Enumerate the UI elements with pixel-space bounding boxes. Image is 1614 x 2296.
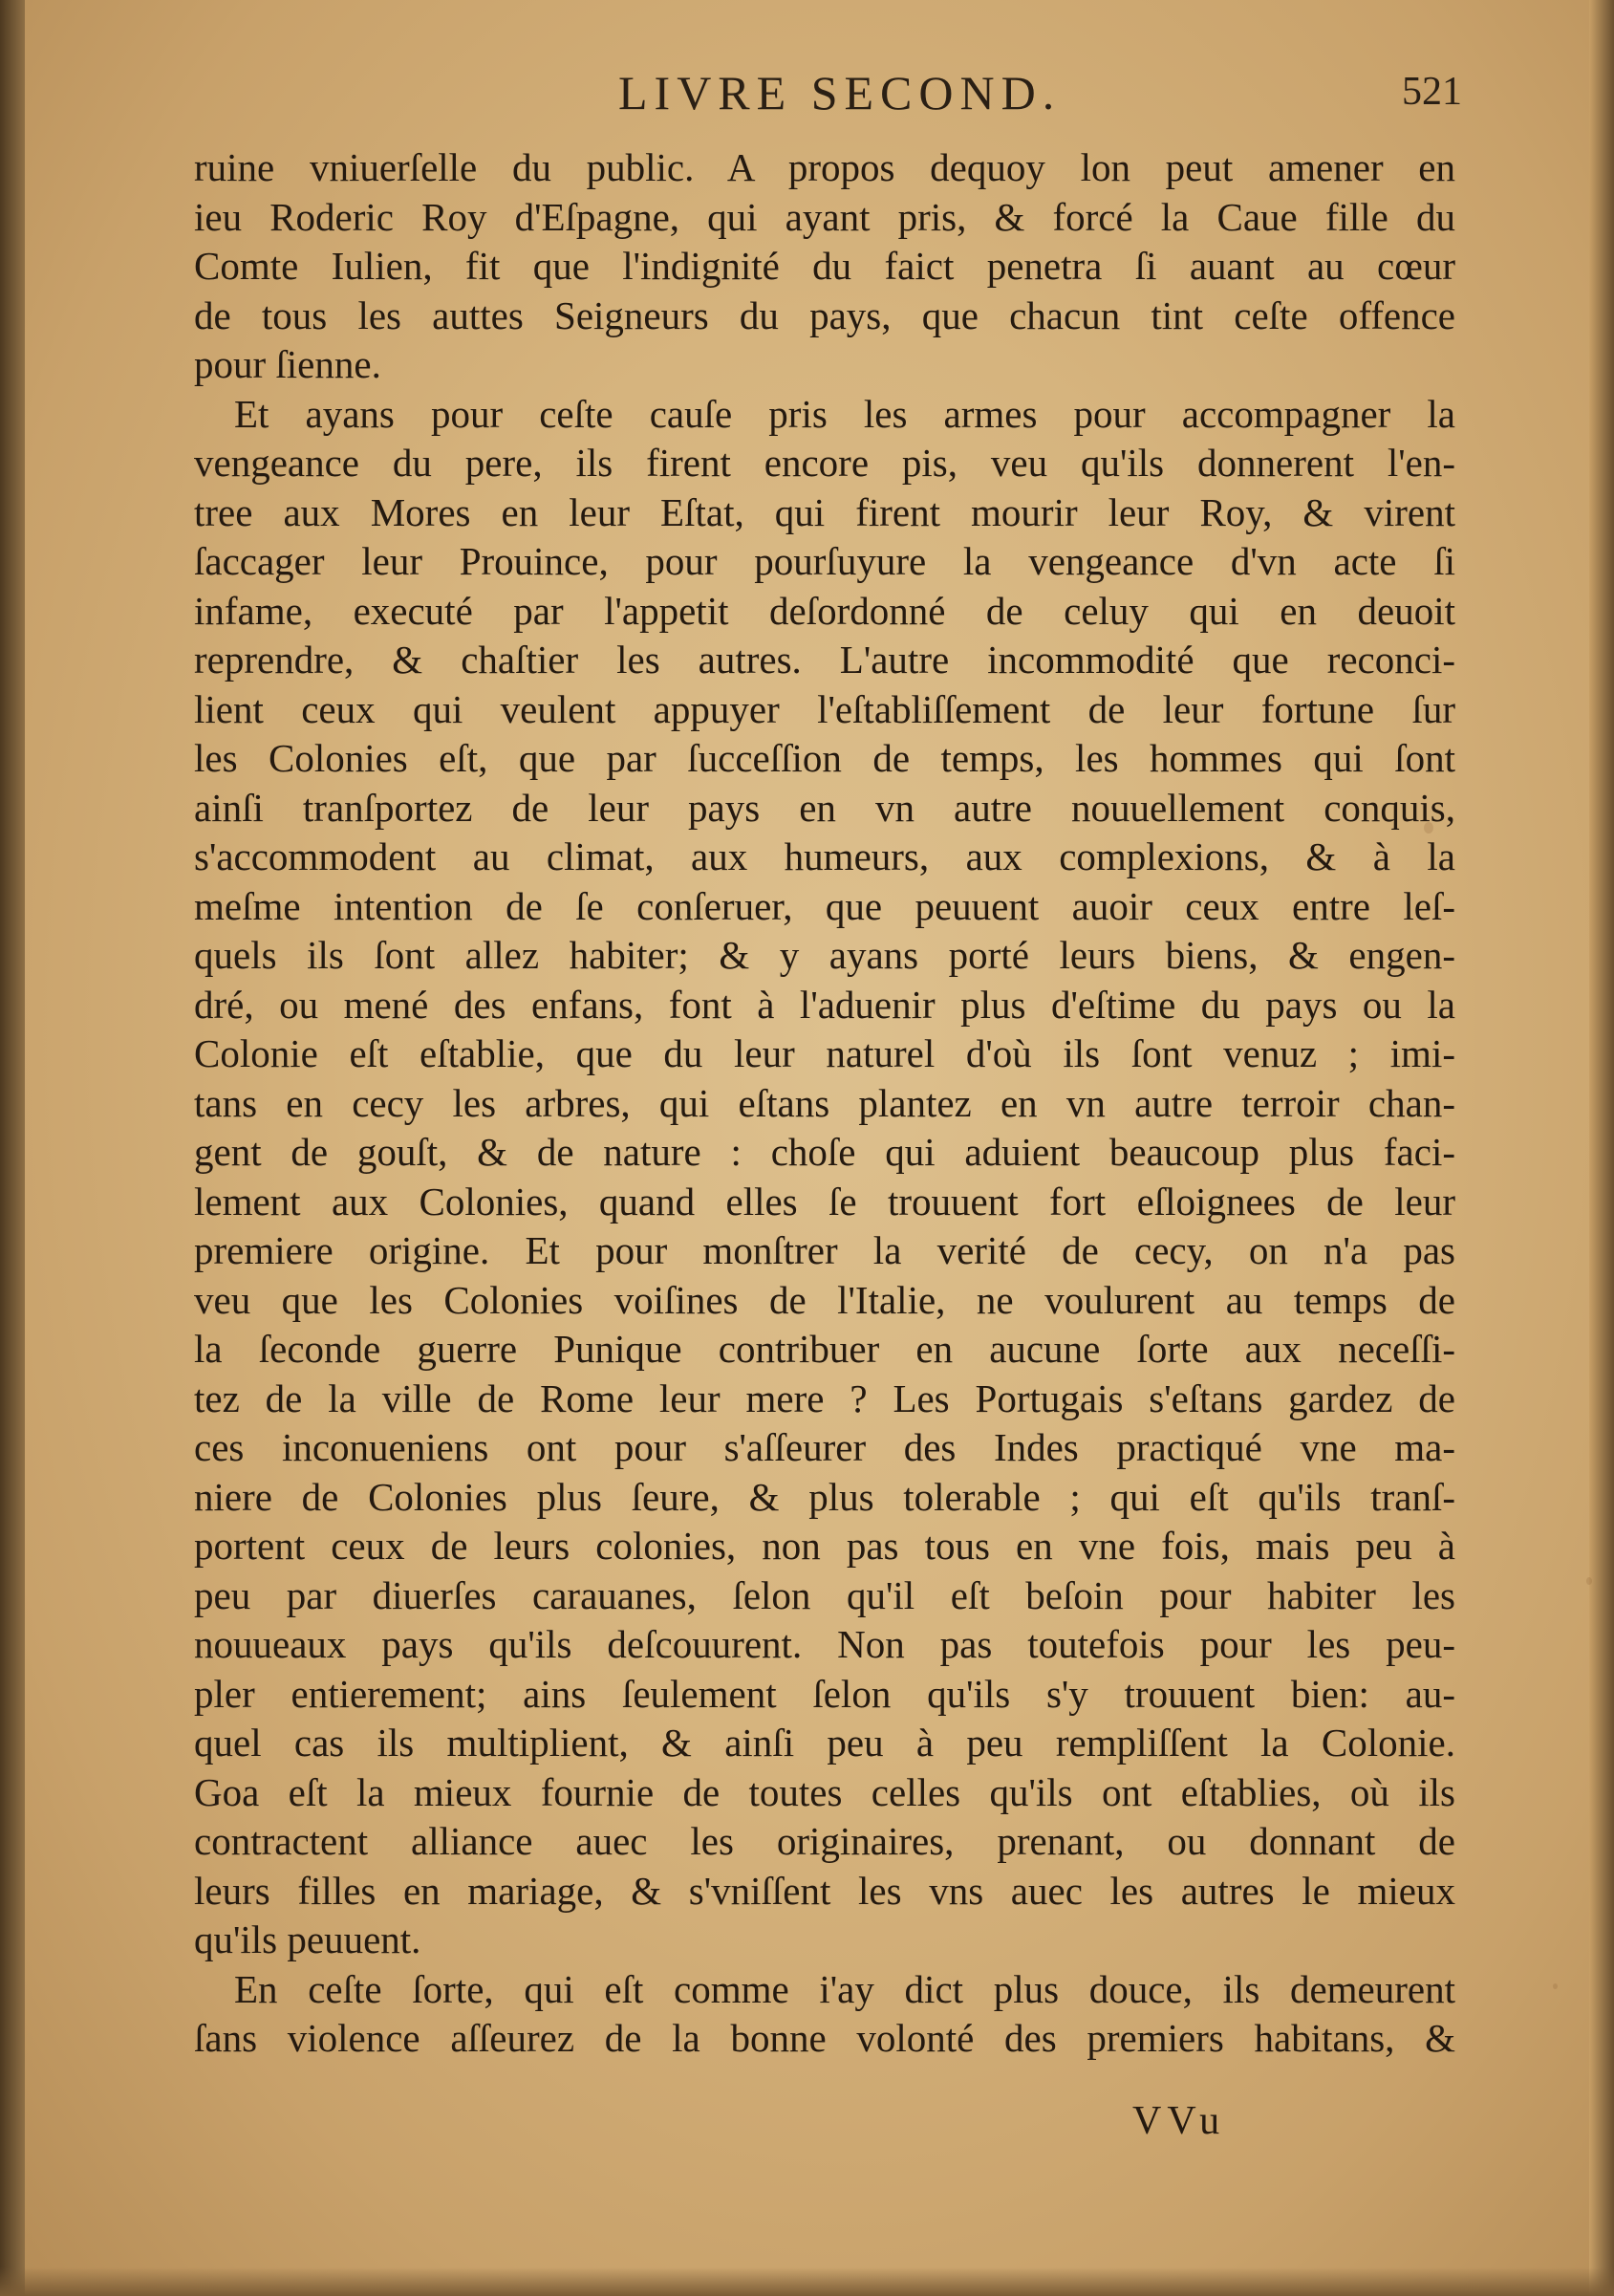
text-line: reprendre, & chaſtier les autres. L'autre incommodité que reconci- [194,638,1455,682]
text-line: ieu Roderic Roy d'Eſpagne, qui ayant pris, & forcé la Caue fille du [194,194,1455,239]
text-line: nouueaux pays qu'ils deſcouurent. Non pas toutefois pour les peu- [194,1622,1455,1666]
text-line: En ceſte ſorte, qui eſt comme i'ay dict plus douce, ils demeurent [234,1966,1455,2011]
text-line: peu par diuerſes carauanes, ſelon qu'il eſt beſoin pour habiter les [194,1572,1455,1617]
text-line: la ſeconde guerre Punique contribuer en aucune ſorte aux neceſſi- [194,1327,1455,1371]
text-line: vengeance du pere, ils firent encore pis, veu qu'ils donnerent l'en- [194,441,1455,485]
page-number: 521 [1402,70,1462,114]
signature-mark: VVu [1132,2099,1226,2143]
text-line: meſme intention de ſe conſeruer, que peuuent auoir ceux entre leſ- [194,883,1455,928]
text-line: tez de la ville de Rome leur mere ? Les Portugais s'eſtans gardez de [194,1375,1455,1420]
text-line: ces inconueniens ont pour s'aſſeurer des Indes practiqué vne ma- [194,1425,1455,1469]
text-line: pour ſienne. [194,342,381,386]
text-line: leurs filles en mariage, & s'vniſſent les vns auec les autres le mieux [194,1868,1455,1913]
text-line: ruine vniuerſelle du public. A propos dequoy lon peut amener en [194,145,1455,189]
foxing-spot [1553,1983,1558,1989]
text-line: qu'ils peuuent. [194,1917,421,1961]
text-line: les Colonies eſt, que par ſucceſſion de temps, les hommes qui ſont [194,736,1455,780]
text-line: Goa eſt la mieux fournie de toutes celles qu'ils ont eſtablies, où ils [194,1769,1455,1814]
text-line: tans en cecy les arbres, qui eſtans plantez en vn autre terroir chan- [194,1080,1455,1125]
page-edge-right [1589,0,1614,2296]
text-line: premiere origine. Et pour monſtrer la verité de cecy, on n'a pas [194,1228,1455,1272]
text-line: dré, ou mené des enfans, font à l'aduenir plus d'eſtime du pays ou la [194,982,1455,1027]
text-line: lient ceux qui veulent appuyer l'eſtabliſſement de leur fortune ſur [194,686,1455,731]
text-line: Colonie eſt eſtablie, que du leur naturel d'où ils ſont venuz ; imi- [194,1031,1455,1075]
text-line: veu que les Colonies voiſines de l'Italie, ne voulurent au temps de [194,1277,1455,1322]
text-line: ſans violence aſſeurez de la bonne volonté des premiers habitans, & [194,2016,1455,2060]
running-head [191,65,1462,132]
body-text [194,143,1455,2064]
page-edge-bottom [0,2267,1614,2296]
text-line: Comte Iulien, fit que l'indignité du faict penetra ſi auant au cœur [194,244,1455,288]
text-line: pler entierement; ains ſeulement ſelon qu'ils s'y trouuent bien: au- [194,1671,1455,1716]
page-edge-left [0,0,25,2296]
text-line: Et ayans pour ceſte cauſe pris les armes pour accompagner la [234,391,1455,436]
text-line: s'accommodent au climat, aux humeurs, aux complexions, & à la [194,834,1455,878]
text-line: ſaccager leur Prouince, pour pourſuyure la vengeance d'vn acte ſi [194,539,1455,583]
text-line: contractent alliance auec les originaires, prenant, ou donnant de [194,1819,1455,1863]
text-line: infame, executé par l'appetit deſordonné de celuy qui en deuoit [194,588,1455,633]
foxing-spot [1586,1577,1592,1585]
text-line: de tous les auttes Seigneurs du pays, que chacun tint ceſte offence [194,292,1455,337]
text-line: tree aux Mores en leur Eſtat, qui firent mourir leur Roy, & virent [194,489,1455,534]
text-line: quel cas ils multiplient, & ainſi peu à peu rempliſſent la Colonie. [194,1721,1455,1765]
text-line: portent ceux de leurs colonies, non pas tous en vne fois, mais peu à [194,1524,1455,1568]
text-line: lement aux Colonies, quand elles ſe trouuent fort eſloignees de leur [194,1179,1455,1224]
text-line: ainſi tranſportez de leur pays en vn autre nouuellement conquis, [194,785,1455,830]
text-line: niere de Colonies plus ſeure, & plus tolerable ; qui eſt qu'ils tranſ- [194,1474,1455,1519]
text-line: gent de gouſt, & de nature : choſe qui aduient beaucoup plus faci- [194,1130,1455,1174]
text-line: quels ils ſont allez habiter; & y ayans porté leurs biens, & engen- [194,933,1455,977]
running-title: LIVRE SECOND. [618,66,1062,119]
